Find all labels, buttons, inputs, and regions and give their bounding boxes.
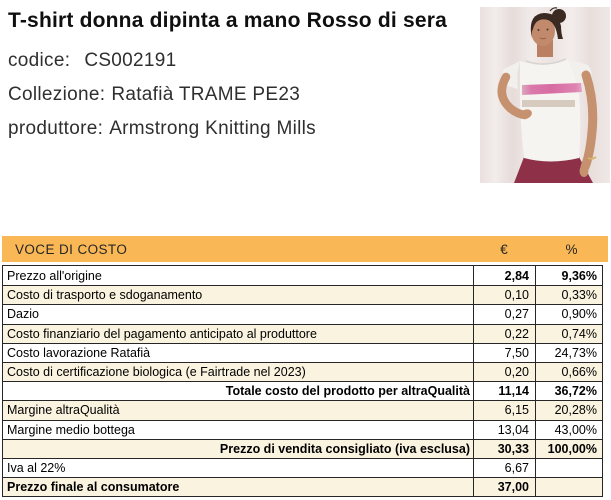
cost-label-cell: Iva al 22% xyxy=(3,459,474,477)
cost-label-cell: Costo di trasporto e sdoganamento xyxy=(3,286,474,304)
eur-value-cell: 7,50 xyxy=(474,344,536,362)
producer-line xyxy=(8,112,316,146)
table-row xyxy=(3,285,602,304)
product-info xyxy=(8,44,316,146)
product-code-line xyxy=(8,44,316,78)
eur-value-cell: 0,27 xyxy=(474,305,536,323)
pct-value-cell: 100,00% xyxy=(547,441,597,456)
table-row xyxy=(3,304,602,323)
cost-label-cell: Margine altraQualità xyxy=(3,401,474,419)
cost-label-cell: Costo di certificazione biologica (e Fairtrade nel 2023) xyxy=(3,363,474,381)
pct-value-cell xyxy=(536,478,602,496)
right-eye xyxy=(547,29,549,31)
producer-label: produttore: xyxy=(8,118,104,139)
code-value: CS002191 xyxy=(84,50,177,71)
hair-bun xyxy=(552,9,566,23)
pct-value-cell: 0,66% xyxy=(561,365,597,380)
eur-value-cell: 6,67 xyxy=(474,459,536,477)
eur-value-cell: 2,84 xyxy=(474,266,536,285)
table-row xyxy=(3,477,602,496)
cost-label-cell: Totale costo del prodotto per altraQualità xyxy=(3,382,474,400)
eur-value-cell: 0,10 xyxy=(474,286,536,304)
collection-label: Collezione: xyxy=(8,84,106,105)
page-title: T-shirt donna dipinta a mano Rosso di sera xyxy=(8,9,447,32)
table-row xyxy=(3,324,602,343)
collection-value: Ratafià TRAME PE23 xyxy=(111,84,301,105)
pct-value-cell: 20,28% xyxy=(554,403,597,418)
table-row xyxy=(3,343,602,362)
hanging-hand xyxy=(580,165,589,177)
eur-value-cell: 0,20 xyxy=(474,363,536,381)
pct-value-cell: 43,00% xyxy=(554,422,597,437)
table-row xyxy=(3,266,602,285)
pct-value-cell xyxy=(536,459,602,477)
eur-value-cell: 13,04 xyxy=(474,421,536,439)
eur-value-cell: 6,15 xyxy=(474,401,536,419)
pct-value-cell: 0,90% xyxy=(561,307,597,322)
cost-label-cell: Costo finanziario del pagamento anticipato al produttore xyxy=(3,325,474,343)
code-label: codice: xyxy=(8,50,71,71)
table-row xyxy=(3,458,602,477)
column-header-pct: % xyxy=(565,241,578,257)
cost-label-cell: Prezzo di vendita consigliato (iva esclusa) xyxy=(3,440,474,458)
eur-value-cell: 11,14 xyxy=(474,382,536,400)
cost-label-cell: Margine medio bottega xyxy=(3,421,474,439)
collection-line xyxy=(8,78,316,112)
producer-value: Armstrong Knitting Mills xyxy=(109,118,316,139)
eur-value-cell: 37,00 xyxy=(474,478,536,496)
table-row xyxy=(3,362,602,381)
table-row xyxy=(3,400,602,419)
pct-value-cell: 9,36% xyxy=(561,268,597,283)
eur-value-cell: 0,22 xyxy=(474,325,536,343)
cost-table-grid xyxy=(2,265,603,497)
pct-value-cell: 0,74% xyxy=(561,326,597,341)
painted-beige-stripe xyxy=(522,100,575,107)
cost-label-cell: Costo lavorazione Ratafià xyxy=(3,344,474,362)
pct-value-cell: 36,72% xyxy=(554,384,597,399)
pct-value-cell: 0,33% xyxy=(561,288,597,303)
cost-table xyxy=(2,236,608,497)
cost-table-header xyxy=(2,236,608,262)
column-header-voce: VOCE DI COSTO xyxy=(15,241,128,257)
table-row xyxy=(3,420,602,439)
cost-label-cell: Prezzo all'origine xyxy=(3,266,474,285)
product-photo xyxy=(480,7,610,183)
column-header-eur: € xyxy=(500,241,508,257)
table-row xyxy=(3,439,602,458)
cost-label-cell: Dazio xyxy=(3,305,474,323)
table-row xyxy=(3,381,602,400)
pct-value-cell: 24,73% xyxy=(554,345,597,360)
cost-label-cell: Prezzo finale al consumatore xyxy=(3,478,474,496)
eur-value-cell: 30,33 xyxy=(474,440,536,458)
left-eye xyxy=(538,29,540,31)
